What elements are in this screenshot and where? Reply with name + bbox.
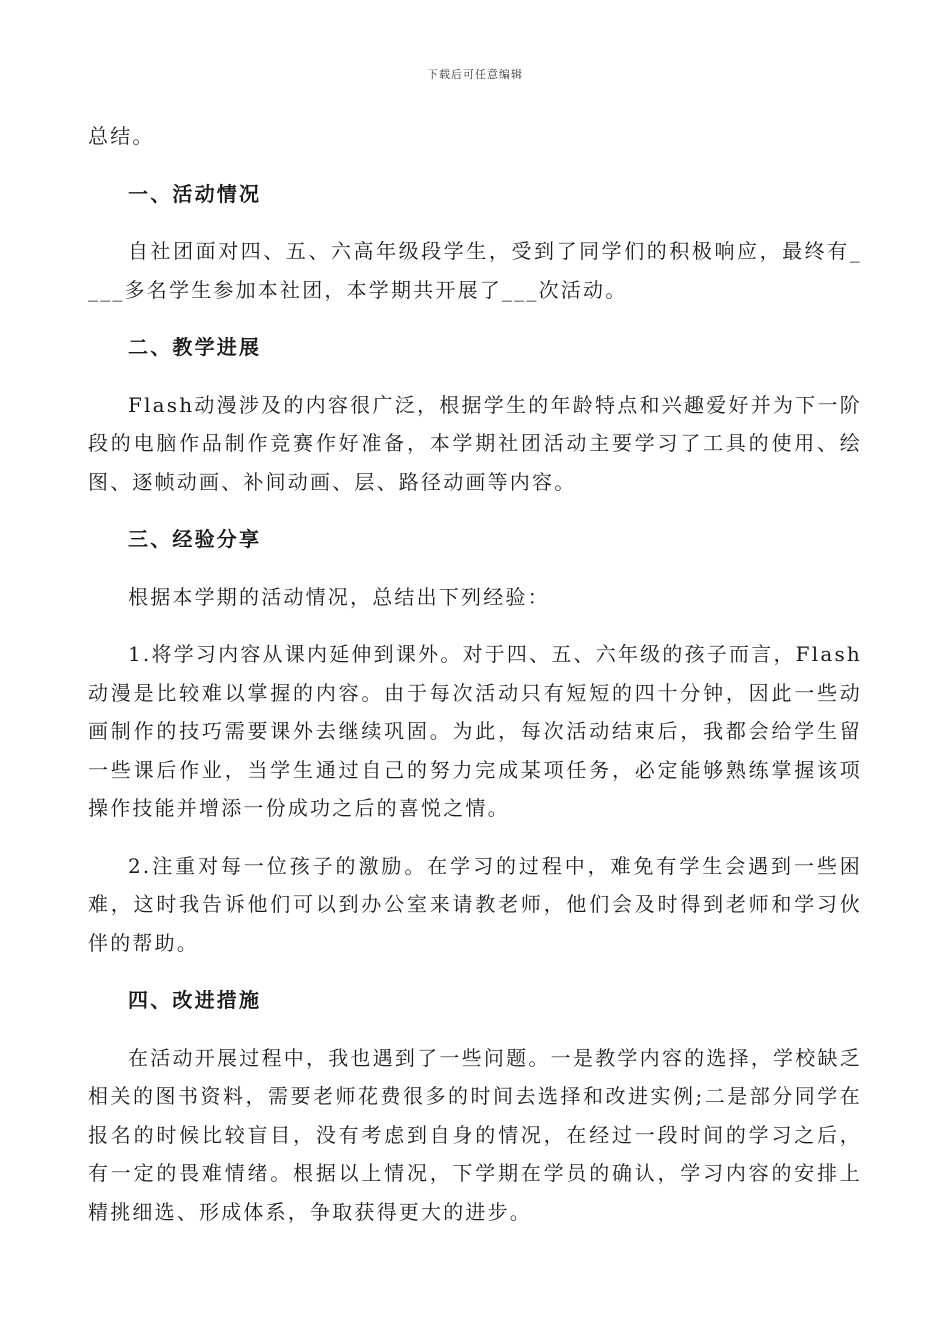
intro-paragraph: 总结。: [88, 124, 155, 148]
experience-point-1: 1.将学习内容从课内延伸到课外。对于四、五、六年级的孩子而言，Flash动漫是比较难以掌握的内容。由于每次活动只有短短的四十分钟，因此一些动画制作的技巧需要课外去继续巩固。为此，每次活动结束后，我都会给学生留一些课后作业，当学生通过自己的努力完成某项任务，必定能够熟练掌握该项操作技能并增添一份成功之后的喜悦之情。: [88, 642, 862, 820]
section-heading-activity: 一、活动情况: [128, 181, 262, 206]
activity-paragraph: 自社团面对四、五、六高年级段学生，受到了同学们的积极响应，最终有____多名学生参加本社团，本学期共开展了___次活动。: [88, 239, 862, 302]
page-header: 下载后可任意编辑: [427, 68, 523, 81]
section-heading-experience: 三、经验分享: [128, 527, 262, 551]
teaching-paragraph: Flash动漫涉及的内容很广泛，根据学生的年龄特点和兴趣爱好并为下一阶段的电脑作品制作竞赛作好准备，本学期社团活动主要学习了工具的使用、绘图、逐帧动画、补间动画、层、路径动画等内容。: [88, 392, 862, 494]
document-body: [88, 117, 862, 1231]
experience-point-2: 2.注重对每一位孩子的激励。在学习的过程中，难免有学生会遇到一些困难，这时我告诉他们可以到办公室来请教老师，他们会及时得到老师和学习伙伴的帮助。: [88, 853, 862, 955]
experience-intro-paragraph: 根据本学期的活动情况，总结出下列经验：: [128, 584, 550, 609]
improvement-paragraph: 在活动开展过程中，我也遇到了一些问题。一是教学内容的选择，学校缺乏相关的图书资料，需要老师花费很多的时间去选择和改进实例;二是部分同学在报名的时候比较盲目，没有考虑到自身的情况，在经过一段时间的学习之后，有一定的畏难情绪。根据以上情况，下学期在学员的确认，学习内容的安排上精挑细选、形成体系，争取获得更大的进步。: [88, 1045, 862, 1224]
section-heading-teaching: 二、教学进展: [128, 335, 262, 359]
section-heading-improvement: 四、改进措施: [128, 988, 262, 1012]
